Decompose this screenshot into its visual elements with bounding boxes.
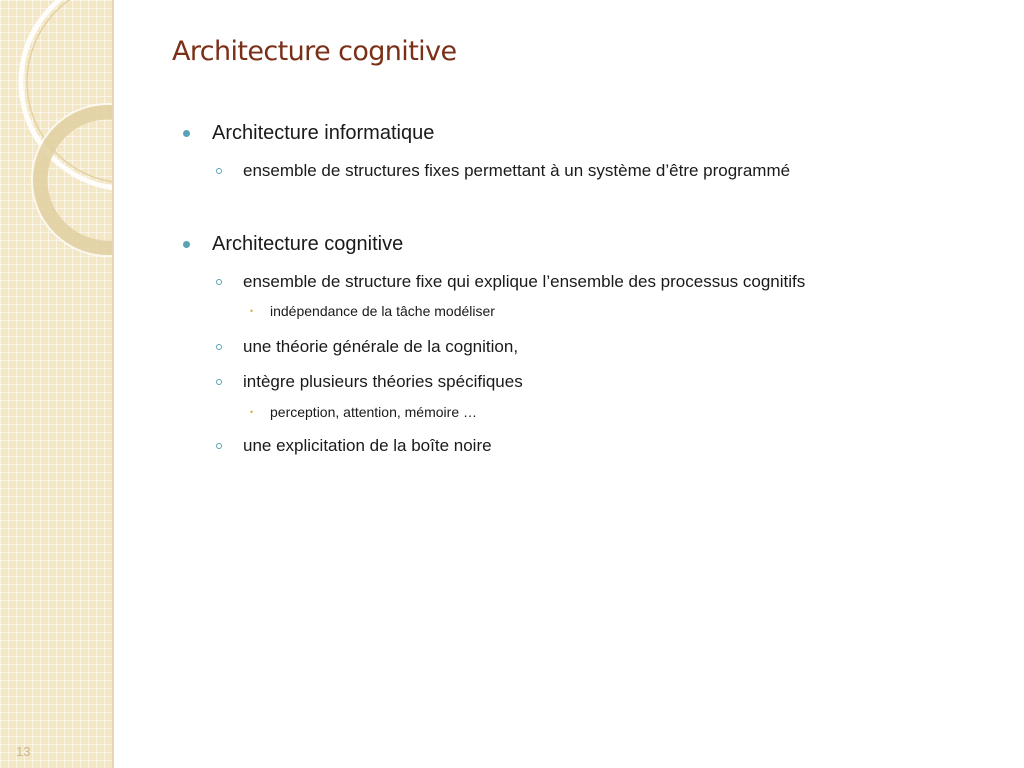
list-item-level2: intègre plusieurs théories spécifiques bbox=[243, 372, 523, 391]
level2-bullet-icon bbox=[216, 344, 222, 350]
slide-number: 13 bbox=[16, 744, 31, 759]
decorative-side-panel bbox=[0, 0, 112, 768]
list-item-level1: Architecture cognitive bbox=[212, 233, 404, 255]
list-item-level2: ensemble de structures fixes permettant à un système d’être programmé bbox=[243, 161, 791, 180]
list-item-level3: perception, attention, mémoire … bbox=[270, 404, 477, 420]
level3-bullet-icon: • bbox=[250, 306, 254, 316]
list-item-level2: une théorie générale de la cognition, bbox=[243, 337, 519, 356]
list-item-level2: ensemble de structure fixe qui explique l’ensemble des processus cognitifs bbox=[243, 272, 806, 291]
level3-bullet-icon: • bbox=[250, 407, 254, 417]
level2-bullet-icon bbox=[216, 443, 222, 449]
level2-bullet-icon bbox=[216, 379, 222, 385]
slide-title: Architecture cognitive bbox=[172, 36, 457, 67]
side-panel-edge bbox=[112, 0, 114, 768]
level1-bullet-icon bbox=[183, 241, 190, 248]
decorative-circles bbox=[0, 0, 112, 768]
level2-bullet-icon bbox=[216, 168, 222, 174]
list-item-level1: Architecture informatique bbox=[212, 122, 435, 144]
level1-bullet-icon bbox=[183, 130, 190, 137]
list-item-level2: une explicitation de la boîte noire bbox=[243, 436, 492, 455]
level2-bullet-icon bbox=[216, 279, 222, 285]
list-item-level3: indépendance de la tâche modéliser bbox=[270, 303, 495, 319]
